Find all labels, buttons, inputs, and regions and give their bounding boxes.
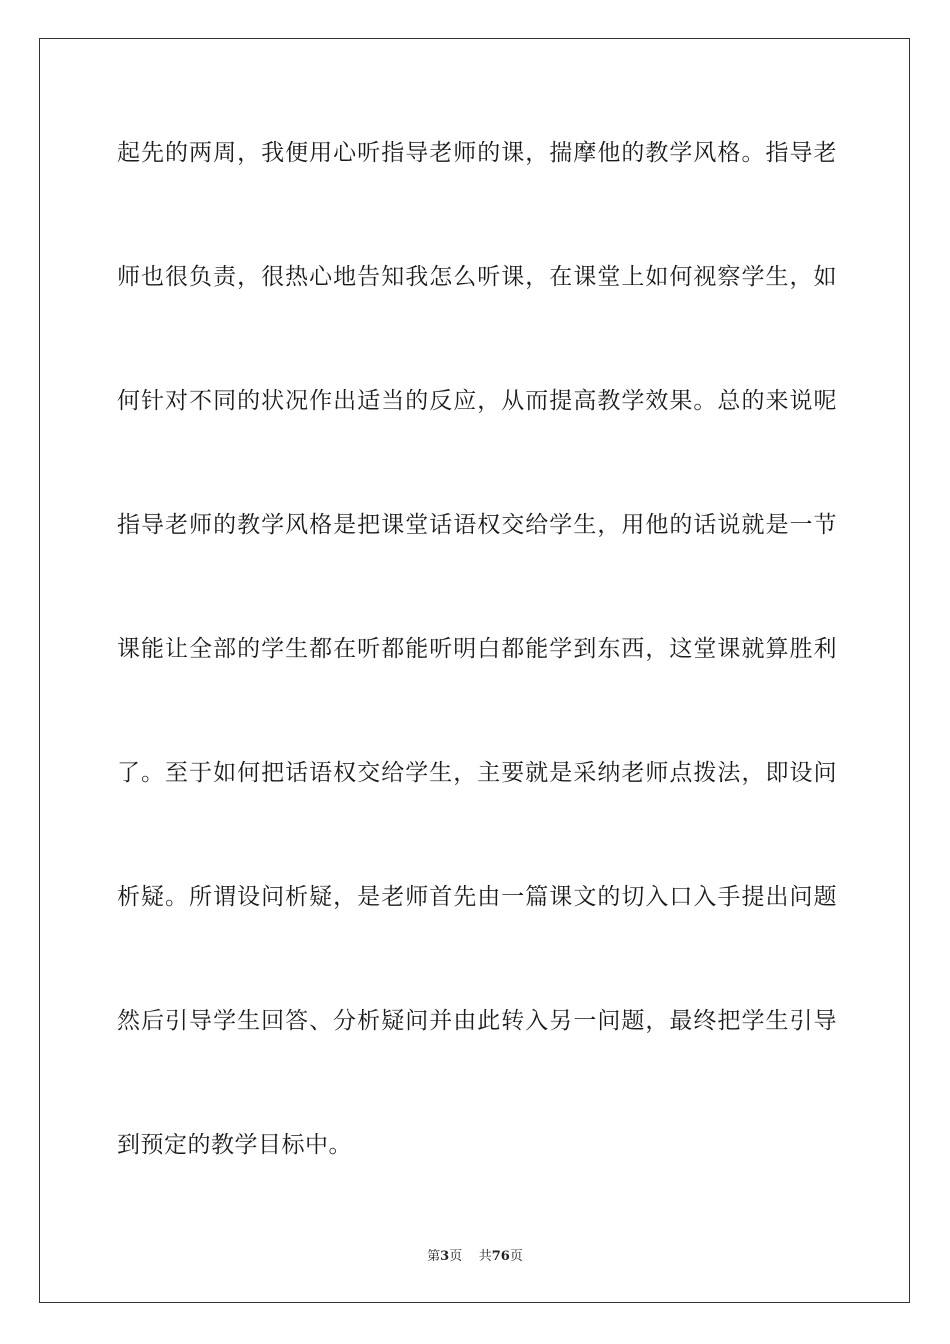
paragraph-line-4: 指导老师的教学风格是把课堂话语权交给学生，用他的话说就是一节 xyxy=(117,512,837,538)
paragraph-line-5: 课能让全部的学生都在听都能听明白都能学到东西，这堂课就算胜利 xyxy=(117,636,837,662)
paragraph-line-6: 了。至于如何把话语权交给学生，主要就是采纳老师点拨法，即设问 xyxy=(117,760,837,786)
page-number: 3 xyxy=(440,1249,450,1264)
paragraph-line-7: 析疑。所谓设问析疑，是老师首先由一篇课文的切入口入手提出问题 xyxy=(117,884,837,910)
page-footer xyxy=(0,1249,950,1265)
paragraph-line-8: 然后引导学生回答、分析疑问并由此转入另一问题，最终把学生引导 xyxy=(117,1008,837,1034)
page-label-prefix: 第 xyxy=(427,1249,441,1264)
total-label-suffix: 页 xyxy=(509,1249,523,1264)
total-pages: 76 xyxy=(491,1249,510,1264)
paragraph-line-3: 何针对不同的状况作出适当的反应，从而提高教学效果。总的来说呢 xyxy=(117,388,837,414)
paragraph-line-1: 起先的两周，我便用心听指导老师的课，揣摩他的教学风格。指导老 xyxy=(117,140,837,166)
paragraph-line-9: 到预定的教学目标中。 xyxy=(117,1132,352,1158)
total-label-prefix: 共 xyxy=(478,1249,492,1264)
paragraph-line-2: 师也很负责，很热心地告知我怎么听课，在课堂上如何视察学生，如 xyxy=(117,264,837,290)
page-border xyxy=(39,38,910,1303)
page-label-suffix: 页 xyxy=(449,1249,463,1264)
